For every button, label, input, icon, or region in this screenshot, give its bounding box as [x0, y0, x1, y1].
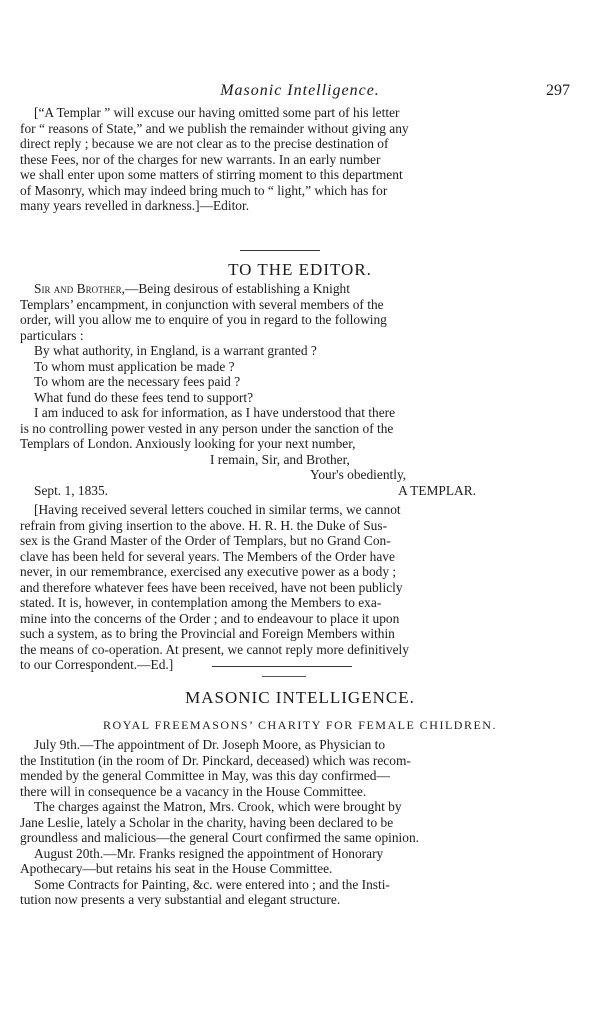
text-line: is no controlling power vested in any person under the sanction of the: [20, 420, 394, 436]
text-line: we shall enter upon some matters of stirring moment to this department: [20, 167, 403, 182]
text-line: order, will you allow me to enquire of you in regard to the following: [20, 312, 387, 327]
page-number: 297: [546, 82, 570, 99]
section-divider: [240, 250, 320, 251]
text-line: July 9th.—The appointment of Dr. Joseph Moore, as Physician to: [34, 737, 386, 752]
text-line: The charges against the Matron, Mrs. Crook, which were brought by: [34, 799, 402, 814]
text-line: August 20th.—Mr. Franks resigned the appointment of Honorary: [34, 845, 384, 861]
text-line: clave has been held for several years. The Members of the Order have: [20, 548, 395, 564]
question-line: By what authority, in England, is a warrant granted ?: [34, 343, 317, 358]
letter-date: Sept. 1, 1835.: [34, 482, 109, 498]
text-line: mended by the general Committee in May, was this day confirmed—: [20, 768, 390, 783]
text-line: and therefore whatever fees have been received, have not been publicly: [20, 579, 403, 595]
section-heading: MASONIC INTELLIGENCE.: [185, 688, 415, 707]
text-line: to our Correspondent.—Ed.]: [20, 657, 174, 672]
text-line: never, in our remembrance, exercised any executive power as a body ;: [20, 564, 397, 579]
text-line: groundless and malicious—the general Court confirmed the same opinion.: [20, 830, 420, 845]
salutation: Sir and Brother,: [34, 281, 125, 296]
text-line: Some Contracts for Painting, &c. were entered into ; and the Insti-: [34, 876, 390, 892]
text-line: sex is the Grand Master of the Order of Templars, but no Grand Con-: [20, 533, 391, 548]
subsection-heading: ROYAL FREEMASONS’ CHARITY FOR FEMALE CHILDREN.: [103, 718, 497, 732]
dateline: [20, 483, 580, 499]
running-title: Masonic Intelligence.: [220, 82, 380, 99]
question-line: To whom are the necessary fees paid ?: [34, 374, 241, 389]
text-line: refrain from giving insertion to the above. H. R. H. the Duke of Sus-: [20, 517, 388, 533]
intelligence-body: [20, 737, 580, 908]
text-line: such a system, as to bring the Provincial and Foreign Members within: [20, 626, 395, 641]
text-line: Templars of London. Anxiously looking for your next number,: [20, 436, 356, 451]
text-line: many years revelled in darkness.]—Editor.: [20, 198, 250, 213]
text-line: [Having received several letters couched in similar terms, we cannot: [34, 502, 401, 517]
text-line: —Being desirous of establishing a Knight: [124, 281, 350, 296]
text-line: [“A Templar ” will excuse our having omitted some part of his letter: [34, 105, 400, 120]
text-line: the Institution (in the room of Dr. Pinckard, deceased) which was recom-: [20, 752, 411, 768]
text-line: stated. It is, however, in contemplation among the Members to exa-: [20, 595, 382, 610]
text-line: for “ reasons of State,” and we publish the remainder without giving any: [20, 120, 409, 136]
sign-off-obedient: Your's obediently,: [310, 467, 407, 482]
question-line: To whom must application be made ?: [34, 358, 235, 374]
section-divider: [262, 676, 306, 677]
text-line: there will in consequence be a vacancy in the House Committee.: [20, 783, 367, 799]
text-line: Templars’ encampment, in conjunction with several members of the: [20, 296, 384, 312]
text-line: mine into the concerns of the Order ; and to endeavour to place it upon: [20, 610, 400, 626]
section-divider: [212, 666, 352, 667]
text-line: of Masonry, which may indeed bring much to “ light,” which has for: [20, 182, 388, 198]
editor-note: [20, 502, 580, 673]
question-line: What fund do these fees tend to support?: [34, 389, 254, 405]
text-line: Apothecary—but retains his seat in the House Committee.: [20, 861, 333, 876]
intro-paragraph: [20, 105, 580, 214]
text-line: direct reply ; because we are not clear as to the precise destination of: [20, 136, 389, 151]
letter-body: [20, 281, 580, 498]
page-header: [20, 82, 580, 102]
letter-heading: TO THE EDITOR.: [228, 260, 372, 279]
text-line: these Fees, nor of the charges for new warrants. In an early number: [20, 151, 381, 167]
letter-signature: A TEMPLAR.: [398, 482, 476, 498]
text-line: Jane Leslie, lately a Scholar in the charity, having been declared to be: [20, 814, 394, 830]
text-line: the means of co-operation. At present, we cannot reply more definitively: [20, 641, 409, 657]
text-line: tution now presents a very substantial and elegant structure.: [20, 892, 341, 907]
text-line: particulars :: [20, 327, 84, 343]
sign-off-remain: I remain, Sir, and Brother,: [210, 451, 350, 467]
text-line: I am induced to ask for information, as I have understood that there: [34, 405, 396, 420]
